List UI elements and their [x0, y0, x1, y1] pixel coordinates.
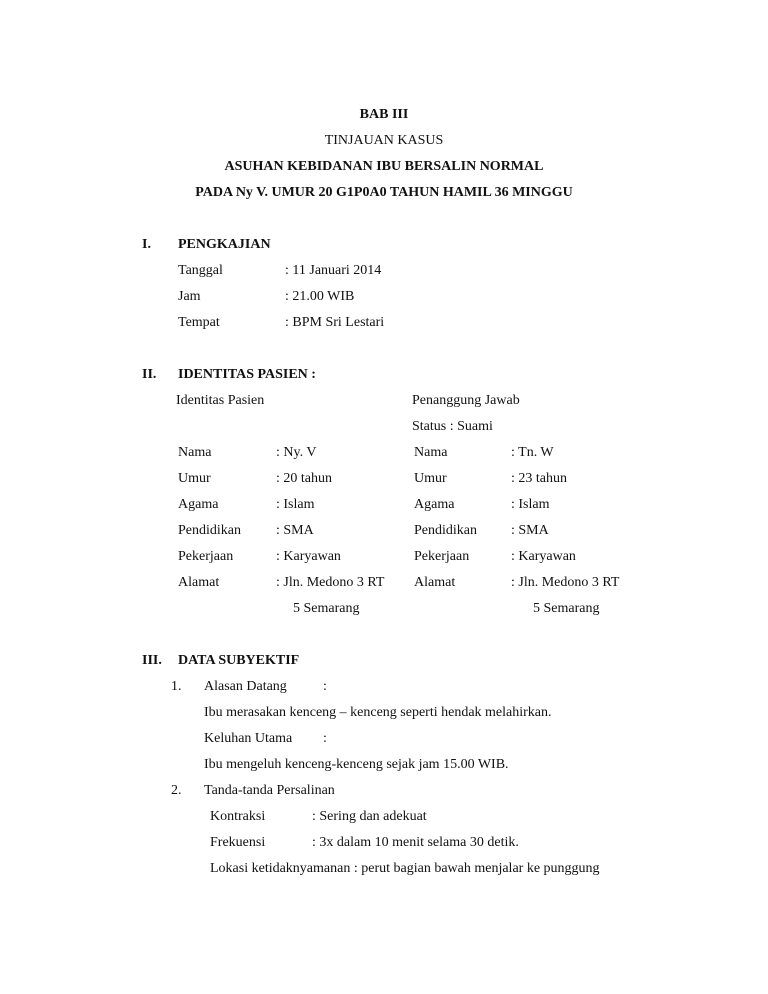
patient-religion-value: : Islam — [276, 497, 315, 512]
patient-job-value: : Karyawan — [276, 549, 341, 564]
patient-address-value: : Jln. Medono 3 RT — [276, 575, 385, 590]
kontraksi-value: : Sering dan adekuat — [312, 809, 427, 824]
kontraksi-label: Kontraksi — [210, 809, 266, 824]
keluhan-colon: : — [323, 731, 327, 746]
tanggal-value: : 11 Januari 2014 — [285, 263, 382, 278]
patient-name-value: : Ny. V — [276, 445, 317, 460]
frekuensi-value: : 3x dalam 10 menit selama 30 detik. — [312, 835, 519, 850]
guardian-religion-value: : Islam — [511, 497, 550, 512]
guardian-name-label: Nama — [414, 445, 448, 460]
guardian-age-value: : 23 tahun — [511, 471, 567, 486]
guardian-heading: Penanggung Jawab — [412, 393, 520, 408]
document-heading: ASUHAN KEBIDANAN IBU BERSALIN NORMAL — [224, 159, 544, 174]
guardian-address-label: Alamat — [414, 575, 456, 590]
tanggal-label: Tanggal — [178, 263, 223, 278]
patient-name-label: Nama — [178, 445, 212, 460]
item1-label: Alasan Datang — [204, 679, 287, 694]
patient-job-label: Pekerjaan — [178, 549, 234, 564]
section1-number: I. — [142, 237, 151, 252]
section1-title: PENGKAJIAN — [178, 237, 271, 252]
section3-number: III. — [142, 653, 162, 668]
tempat-label: Tempat — [178, 315, 220, 330]
guardian-education-value: : SMA — [511, 523, 549, 538]
item2-number: 2. — [171, 783, 182, 798]
tempat-value: : BPM Sri Lestari — [285, 315, 385, 330]
patient-address-continued: 5 Semarang — [293, 601, 360, 616]
guardian-name-value: : Tn. W — [511, 445, 554, 460]
patient-education-label: Pendidikan — [178, 523, 241, 538]
guardian-education-label: Pendidikan — [414, 523, 477, 538]
patient-religion-label: Agama — [178, 497, 219, 512]
lokasi-text: Lokasi ketidaknyamanan : perut bagian bawah menjalar ke punggung — [210, 861, 600, 876]
jam-value: : 21.00 WIB — [285, 289, 355, 304]
item1-colon: : — [323, 679, 327, 694]
chapter-title: BAB III — [359, 107, 409, 122]
document-subheading: PADA Ny V. UMUR 20 G1P0A0 TAHUN HAMIL 36 MINGGU — [195, 185, 573, 200]
section3-title: DATA SUBYEKTIF — [178, 653, 300, 668]
guardian-job-value: : Karyawan — [511, 549, 576, 564]
patient-address-label: Alamat — [178, 575, 220, 590]
item1-number: 1. — [171, 679, 182, 694]
patient-age-label: Umur — [178, 471, 211, 486]
guardian-address-value: : Jln. Medono 3 RT — [511, 575, 620, 590]
patient-identity-heading: Identitas Pasien — [176, 393, 265, 408]
guardian-religion-label: Agama — [414, 497, 455, 512]
patient-age-value: : 20 tahun — [276, 471, 332, 486]
guardian-job-label: Pekerjaan — [414, 549, 470, 564]
section2-number: II. — [142, 367, 157, 382]
guardian-address-continued: 5 Semarang — [533, 601, 600, 616]
item1-text: Ibu merasakan kenceng – kenceng seperti hendak melahirkan. — [204, 705, 552, 720]
guardian-status: Status : Suami — [412, 419, 493, 434]
keluhan-label: Keluhan Utama — [204, 731, 293, 746]
keluhan-text: Ibu mengeluh kenceng-kenceng sejak jam 15.00 WIB. — [204, 757, 509, 772]
frekuensi-label: Frekuensi — [210, 835, 266, 850]
item2-label: Tanda-tanda Persalinan — [204, 783, 335, 798]
chapter-subtitle: TINJAUAN KASUS — [324, 133, 444, 148]
jam-label: Jam — [178, 289, 201, 304]
patient-education-value: : SMA — [276, 523, 314, 538]
guardian-age-label: Umur — [414, 471, 447, 486]
section2-title: IDENTITAS PASIEN : — [178, 367, 316, 382]
